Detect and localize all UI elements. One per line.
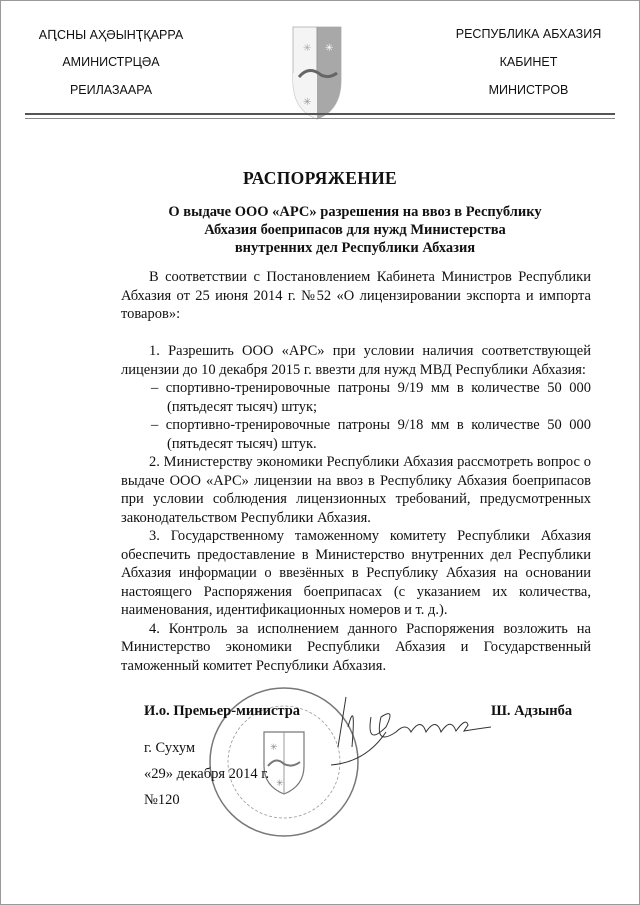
item-3: 3. Государственному таможенному комитету Республики Абхазия обеспечить предоставление в Министерство внутренних дел Республики Абхазия информации о ввезённых в Республику Абхазия на основании настоящего Распоряжения боеприпасах (с указанием их количества, наименования, идентификационных номеров и т. д.). bbox=[121, 528, 591, 618]
document-subtitle bbox=[121, 203, 589, 257]
subtitle-line: Абхазия боеприпасов для нужд Министерства bbox=[204, 222, 506, 238]
signatory-name: Ш. Адзынба bbox=[491, 703, 573, 719]
header-divider bbox=[25, 113, 615, 115]
handwritten-signature bbox=[326, 687, 491, 767]
preamble-block bbox=[121, 268, 591, 324]
header-left-line-2: АМИНИСТРЦӘА bbox=[62, 55, 160, 69]
signatory-position: И.о. Премьер-министра bbox=[144, 703, 301, 719]
header-right-line-2: КАБИНЕТ bbox=[499, 55, 558, 69]
svg-text:✳: ✳ bbox=[303, 43, 312, 54]
document-title: РАСПОРЯЖЕНИЕ bbox=[242, 168, 397, 188]
coat-of-arms-icon bbox=[291, 25, 343, 121]
svg-text:✳: ✳ bbox=[303, 97, 312, 108]
signing-date: «29» декабря 2014 г. bbox=[144, 766, 270, 782]
svg-text:✳: ✳ bbox=[325, 43, 334, 54]
item-1-dash-1: – спортивно-тренировочные патроны 9/19 мм в количестве 50 000 (пятьдесят тысяч) штук; bbox=[151, 380, 591, 415]
signing-city: г. Сухум bbox=[144, 740, 196, 756]
items-block bbox=[121, 342, 591, 675]
header-right-line-3: МИНИСТРОВ bbox=[488, 83, 569, 97]
header-divider-thin bbox=[25, 118, 615, 119]
item-4: 4. Контроль за исполнением данного Распоряжения возложить на Министерство экономики Республики Абхазия и Государственный таможенный комитет Республики Абхазия. bbox=[121, 620, 591, 674]
subtitle-line: О выдаче ООО «АРС» разрешения на ввоз в Республику bbox=[168, 204, 542, 220]
item-1-dash-2: – спортивно-тренировочные патроны 9/18 мм в количестве 50 000 (пятьдесят тысяч) штук. bbox=[151, 417, 591, 452]
svg-text:✳: ✳ bbox=[270, 742, 278, 752]
item-1: 1. Разрешить ООО «АРС» при условии наличия соответствующей лицензии до 10 декабря 2015 г. ввезти для нужд МВД Республики Абхазия: bbox=[121, 343, 591, 378]
document-number: №120 bbox=[144, 792, 180, 808]
header-left-line-1: АԤСНЫ АҲӘЫНҬҚАРРА bbox=[38, 28, 184, 42]
item-2: 2. Министерству экономики Республики Абхазия рассмотреть вопрос о выдаче ООО «АРС» лицензии на ввоз в Республику Абхазия боеприпасов при условии соблюдения лицензионных требований, предусмотренных законодательством Республики Абхазия. bbox=[121, 454, 591, 526]
preamble: В соответствии с Постановлением Кабинета Министров Республики Абхазия от 25 июня 2014 г. №52 «О лицензировании экспорта и импорта товаров»: bbox=[121, 269, 591, 322]
header-right-line-1: РЕСПУБЛИКА АБХАЗИЯ bbox=[455, 27, 602, 41]
subtitle-line: внутренних дел Республики Абхазия bbox=[234, 240, 476, 256]
svg-text:✳: ✳ bbox=[276, 778, 284, 788]
header-left-line-3: РЕИЛАЗААРА bbox=[69, 83, 153, 97]
